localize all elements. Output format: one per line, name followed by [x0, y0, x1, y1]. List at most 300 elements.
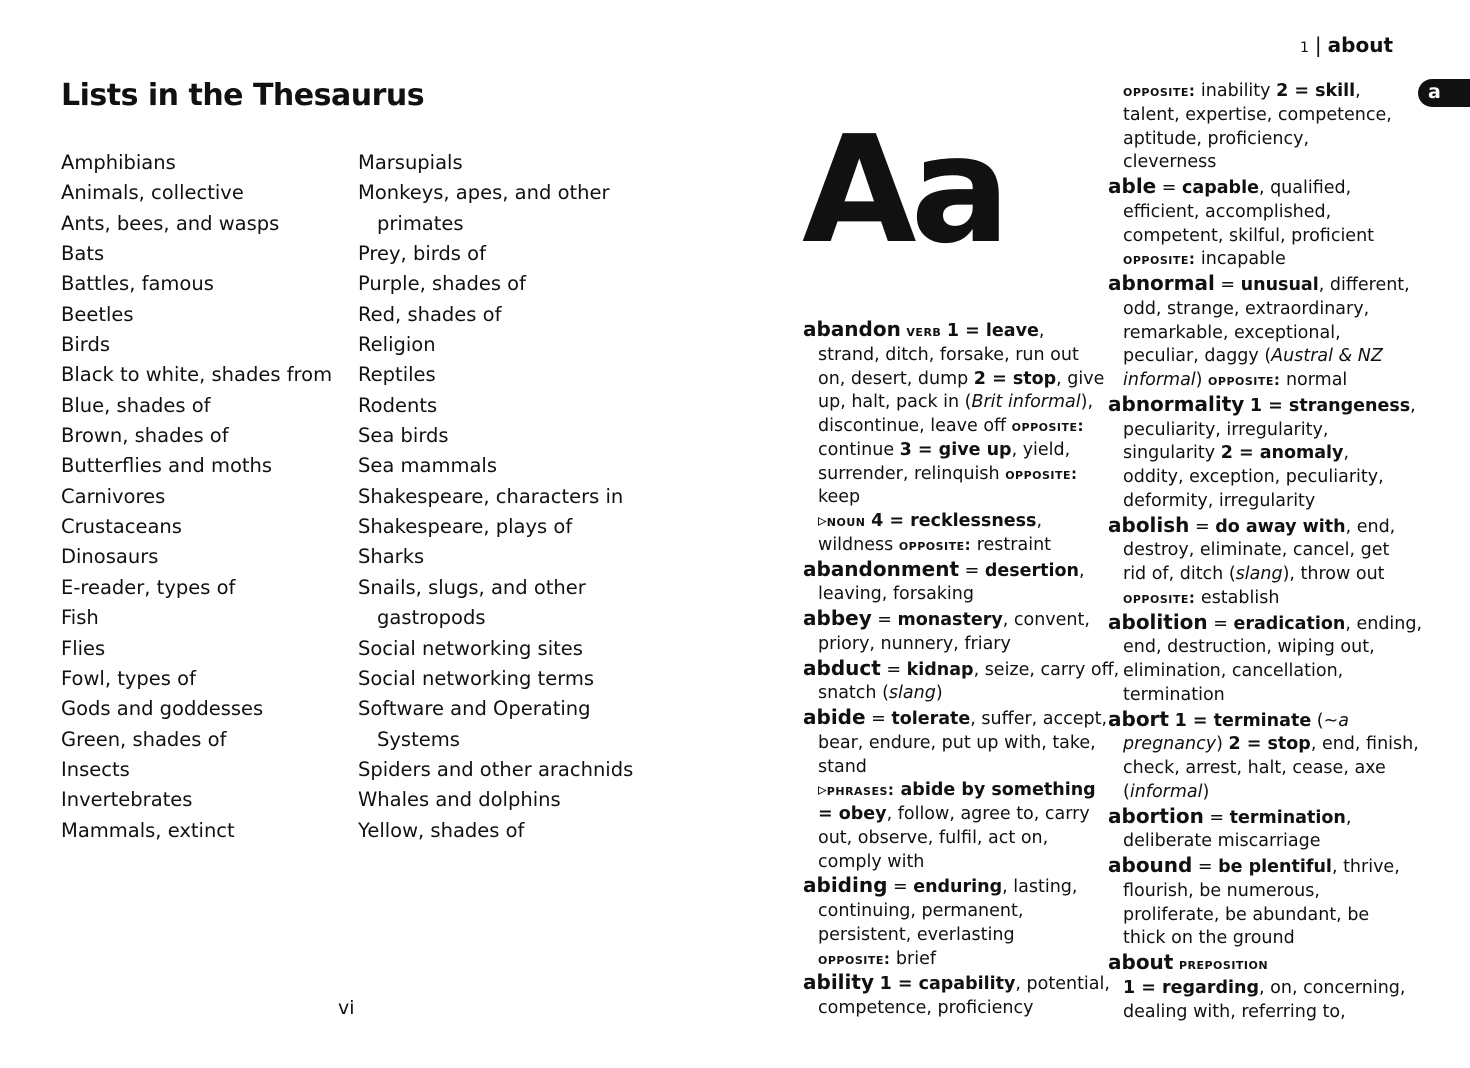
entry-text: ,	[1345, 807, 1352, 828]
list-item-label: Black to white, shades from	[61, 363, 333, 387]
entry-text: , end, finish,	[1310, 734, 1419, 755]
list-item	[61, 573, 332, 603]
entry-text: , potential,	[1015, 974, 1110, 995]
entry-line	[803, 924, 1099, 948]
grammar-label: opposite:	[1011, 417, 1085, 435]
entry-line	[1108, 104, 1408, 128]
entry-text: continuing, permanent,	[818, 901, 1024, 921]
key-synonym: 2 = stop	[973, 368, 1057, 389]
entry-text: cleverness	[1123, 152, 1217, 173]
key-synonym: 1 = leave	[946, 321, 1039, 341]
key-synonym: 1 = strangeness	[1249, 395, 1411, 416]
list-item	[358, 391, 633, 421]
entry-line	[803, 510, 1099, 534]
list-item-label: Snails, slugs, and other	[358, 575, 586, 599]
list-item	[61, 360, 332, 390]
list-item	[358, 451, 633, 481]
entry-text: incapable	[1195, 249, 1286, 270]
entry-text: , different,	[1318, 275, 1410, 295]
entry-text: end, destruction, wiping out,	[1123, 637, 1375, 658]
list-item	[61, 725, 332, 755]
list-item-label: Marsupials	[358, 151, 463, 174]
entry-text: ), throw out	[1282, 564, 1385, 584]
entry-line	[1108, 587, 1408, 611]
list-item-label: Social networking sites	[358, 636, 583, 660]
entry-line	[1108, 201, 1408, 225]
entry-line	[803, 368, 1105, 392]
entry-text: competence, proficiency	[818, 998, 1034, 1018]
entry-text: proliferate, be abundant, be	[1123, 904, 1370, 925]
list-item-label: Purple, shades of	[358, 272, 526, 296]
entry-line	[803, 655, 1120, 683]
entry-line	[1108, 830, 1408, 854]
entry-text: ,	[1355, 81, 1361, 101]
entry-text: normal	[1280, 370, 1348, 390]
headword: abduct	[803, 655, 881, 680]
entry-text: , qualified,	[1258, 178, 1352, 198]
dictionary-column-1	[803, 317, 1120, 1021]
entry-line	[1108, 80, 1408, 104]
entry-line	[1108, 490, 1408, 514]
usage-label: pregnancy	[1123, 734, 1217, 755]
entry-line	[803, 997, 1099, 1021]
key-synonym: ▹	[818, 780, 827, 801]
key-synonym: 2 = stop	[1228, 734, 1311, 755]
entry-text: competent, skilful, proficient	[1123, 225, 1375, 246]
entry-text: =	[871, 610, 898, 630]
thumb-index-tab: a	[1418, 79, 1470, 107]
key-synonym: 2 = anomaly	[1220, 443, 1344, 464]
entry-text: oddity, exception, peculiarity,	[1123, 467, 1384, 487]
list-item	[61, 330, 332, 360]
entry-text: peculiarity, irregularity,	[1123, 419, 1329, 440]
list-item	[358, 816, 633, 846]
usage-label: informal	[1123, 370, 1196, 390]
key-synonym: 1 = regarding	[1123, 977, 1260, 998]
headword: abort	[1108, 706, 1169, 731]
entry-text: inability	[1195, 81, 1277, 101]
entry-text: rid of, ditch (	[1123, 564, 1236, 584]
entry-line	[803, 732, 1099, 756]
list-item	[61, 239, 332, 269]
entry-text: ,	[1343, 443, 1350, 464]
entry-line	[803, 827, 1099, 851]
headword: abandon	[803, 317, 901, 341]
entry-line	[803, 803, 1099, 827]
entry-text: ),	[1080, 392, 1094, 413]
list-item-label: Mammals, extinct	[61, 818, 235, 842]
list-item-label: Social networking terms	[358, 666, 595, 690]
entry-text: deformity, irregularity	[1123, 490, 1316, 511]
entry-line	[803, 756, 1099, 780]
entry-text: , suffer, accept,	[970, 709, 1108, 729]
entry-text: , ending,	[1345, 613, 1423, 634]
headword: about	[1108, 950, 1174, 974]
entry-line	[803, 344, 1099, 368]
list-item	[358, 269, 633, 299]
list-item	[61, 451, 332, 481]
entry-text: , seize, carry off,	[973, 659, 1120, 680]
key-synonym: 4 = recklessness	[871, 511, 1037, 531]
grammar-label: phrases:	[826, 781, 895, 800]
entry-text: , end,	[1345, 516, 1396, 537]
list-item-label: Fowl, types of	[61, 666, 196, 690]
list-item	[61, 178, 332, 208]
list-item	[358, 360, 633, 390]
entry-line	[1108, 708, 1408, 734]
list-item	[358, 694, 633, 755]
headword: able	[1108, 174, 1157, 198]
key-synonym: monastery	[897, 610, 1003, 630]
key-synonym: ▹	[818, 511, 827, 531]
entry-text: , on, concerning,	[1259, 977, 1406, 998]
entry-text: bear, endure, put up with, take,	[818, 732, 1096, 753]
entry-text: elimination, cancellation,	[1123, 661, 1344, 681]
entry-text: =	[1192, 857, 1219, 877]
entry-text: destroy, eliminate, cancel, get	[1123, 540, 1390, 561]
entry-text: ,	[1410, 395, 1416, 416]
list-item	[358, 300, 633, 330]
entry-line	[1108, 442, 1408, 466]
entry-line	[1108, 757, 1408, 781]
headword: abortion	[1108, 803, 1204, 828]
list-item-label: Rodents	[358, 393, 438, 417]
entry-text: , convent,	[1002, 610, 1090, 630]
entry-line	[1108, 880, 1408, 904]
grammar-label: opposite:	[898, 535, 972, 554]
list-item-label: Fish	[61, 606, 99, 630]
entry-text: persistent, everlasting	[818, 924, 1015, 945]
key-synonym: termination	[1229, 807, 1346, 828]
entry-text: comply with	[818, 851, 925, 872]
entry-line	[1108, 272, 1408, 298]
entry-line	[1108, 854, 1408, 880]
list-item	[358, 785, 633, 815]
entry-line	[1108, 151, 1408, 175]
list-item	[358, 178, 633, 239]
list-item	[61, 785, 332, 815]
list-item	[358, 664, 633, 694]
entry-line	[1108, 248, 1408, 272]
headword: abolition	[1108, 609, 1208, 634]
entry-text: surrender, relinquish	[818, 463, 1006, 484]
entry-line	[1108, 539, 1408, 563]
list-item-label: Amphibians	[61, 151, 176, 174]
entry-line	[1108, 175, 1408, 201]
entry-text: )	[1202, 781, 1210, 802]
list-item	[358, 330, 633, 360]
list-item-label: Flies	[61, 636, 106, 660]
grammar-label: opposite:	[1005, 464, 1078, 483]
entry-line	[803, 415, 1099, 439]
lists-column-1	[61, 148, 332, 846]
usage-label: slang	[1235, 564, 1283, 584]
key-synonym: unusual	[1240, 275, 1319, 295]
usage-label: informal	[1129, 781, 1203, 802]
entry-line	[803, 534, 1099, 558]
entry-text: keep	[818, 487, 861, 508]
entry-text: dealing with, referring to,	[1123, 1001, 1346, 1022]
entry-text: )	[1216, 734, 1229, 755]
list-item-label: Red, shades of	[358, 302, 502, 326]
headword: abound	[1108, 853, 1193, 877]
list-item-label: Beetles	[61, 302, 134, 326]
usage-label: Austral & NZ	[1271, 346, 1383, 367]
grammar-label: preposition	[1178, 955, 1269, 973]
list-item	[358, 542, 633, 572]
entry-line	[1108, 609, 1423, 637]
list-item	[61, 512, 332, 542]
entry-text: peculiar, daggy (	[1123, 346, 1272, 367]
entry-line	[1108, 563, 1408, 587]
headword: abnormality	[1108, 391, 1245, 416]
entry-line	[1108, 322, 1408, 346]
entry-line	[803, 463, 1099, 487]
key-synonym: 1 = terminate	[1174, 710, 1312, 731]
list-item-label: Carnivores	[61, 484, 166, 508]
list-item-label: Insects	[61, 757, 130, 781]
grammar-label: opposite:	[1208, 371, 1281, 389]
entry-text: =	[880, 659, 907, 680]
key-synonym: enduring	[913, 877, 1003, 898]
list-item	[358, 755, 633, 785]
entry-line	[803, 900, 1099, 924]
key-synonym: capable	[1182, 178, 1259, 198]
entry-line	[1108, 225, 1408, 249]
grammar-label: verb	[906, 322, 942, 340]
usage-label: slang	[888, 683, 936, 704]
list-item-label: Dinosaurs	[61, 545, 159, 569]
list-item	[61, 209, 332, 239]
entry-text: , yield,	[1011, 439, 1071, 460]
list-item-label: Birds	[61, 333, 111, 357]
entry-text: on, desert, dump	[818, 368, 974, 389]
entry-text: deliberate miscarriage	[1123, 831, 1321, 852]
entry-text: establish	[1195, 587, 1280, 608]
key-synonym: 1 = capability	[879, 974, 1016, 995]
list-item-label: Spiders and other arachnids	[358, 757, 634, 781]
entry-line	[1108, 369, 1408, 393]
entry-text: =	[1214, 275, 1241, 295]
list-item	[358, 421, 633, 451]
grammar-label: opposite:	[1123, 82, 1196, 100]
list-item	[61, 755, 332, 785]
key-synonym: do away with	[1215, 516, 1346, 537]
list-item-label: Green, shades of	[61, 727, 227, 751]
entry-line	[1108, 733, 1419, 757]
entry-text: snatch (	[818, 683, 889, 704]
list-item-label: Shakespeare, characters in	[358, 484, 624, 508]
list-item-continuation: Systems	[377, 727, 460, 751]
running-head-separator: |	[1314, 33, 1322, 57]
entry-line	[803, 607, 1099, 633]
entry-text: wildness	[818, 534, 899, 555]
entry-line	[803, 391, 1099, 415]
entry-text: flourish, be numerous,	[1123, 880, 1320, 901]
list-item-label: Reptiles	[358, 363, 436, 387]
entry-text: restraint	[971, 534, 1052, 555]
entry-text: singularity	[1123, 443, 1221, 464]
headword: ability	[803, 970, 874, 995]
entry-line	[803, 682, 1099, 706]
list-item	[61, 603, 332, 633]
list-item	[358, 239, 633, 269]
entry-line	[1108, 298, 1408, 322]
entry-text: talent, expertise, competence,	[1123, 104, 1392, 125]
list-item-label: Shakespeare, plays of	[358, 515, 573, 539]
entry-line	[1108, 514, 1408, 540]
entry-text: (	[1311, 710, 1324, 731]
right-page-number: 1	[1300, 40, 1309, 56]
key-synonym: kidnap	[906, 659, 974, 680]
entry-text: check, arrest, halt, cease, axe	[1123, 758, 1386, 778]
headword: abbey	[803, 606, 872, 630]
headword: abolish	[1108, 512, 1190, 537]
entry-line	[1108, 781, 1408, 805]
entry-line	[1108, 345, 1408, 369]
list-item-label: Religion	[358, 333, 436, 357]
entry-text: strand, ditch, forsake, run out	[818, 344, 1079, 365]
entry-text: )	[935, 683, 943, 704]
entry-line	[803, 948, 1099, 972]
key-synonym: abide by something	[894, 780, 1096, 801]
list-item-label: Sea mammals	[358, 454, 497, 478]
headword: abiding	[803, 873, 888, 898]
entry-text: )	[1195, 370, 1209, 390]
key-synonym: eradication	[1233, 613, 1346, 634]
list-item-label: Sea birds	[358, 424, 449, 448]
entry-text: =	[1203, 807, 1230, 828]
list-item	[61, 391, 332, 421]
entry-text: discontinue, leave off	[818, 416, 1012, 436]
list-item-label: Butterflies and moths	[61, 454, 273, 478]
entry-text: , lasting,	[1002, 877, 1078, 898]
entry-line	[803, 970, 1110, 997]
entry-text: out, observe, fulfil, act on,	[818, 827, 1049, 848]
grammar-label: noun	[826, 512, 866, 530]
entry-text: aptitude, proficiency,	[1123, 128, 1310, 149]
entry-text: =	[1156, 178, 1183, 198]
entry-text: =	[865, 709, 892, 729]
key-synonym: desertion	[984, 560, 1080, 581]
entry-line	[803, 318, 1099, 344]
entry-line	[1108, 1001, 1408, 1025]
usage-label: ~a	[1323, 710, 1349, 731]
entry-text: =	[887, 877, 914, 898]
entry-text: termination	[1123, 684, 1225, 705]
running-headword: about	[1327, 33, 1394, 57]
entry-text: thick on the ground	[1123, 928, 1295, 949]
entry-line	[1108, 128, 1408, 152]
list-item-label: Battles, famous	[61, 272, 214, 296]
key-synonym: 2 = skill	[1276, 81, 1356, 101]
list-item	[61, 421, 332, 451]
list-item	[61, 694, 332, 724]
entry-text: =	[1207, 613, 1234, 634]
key-synonym: = obey	[818, 804, 887, 824]
list-item-label: Yellow, shades of	[358, 818, 525, 842]
entry-line	[803, 439, 1099, 463]
key-synonym: 3 = give up	[899, 439, 1012, 460]
entry-line	[803, 779, 1099, 803]
list-item	[358, 512, 633, 542]
list-item	[358, 573, 633, 634]
entry-text: up, halt, pack in (	[818, 392, 972, 413]
list-item-label: Ants, bees, and wasps	[61, 211, 280, 235]
entry-text: ,	[1036, 511, 1043, 531]
list-item	[61, 269, 332, 299]
headword: abnormal	[1108, 271, 1215, 295]
list-item-label: Animals, collective	[61, 181, 244, 205]
list-item-label: E-reader, types of	[61, 575, 236, 599]
key-synonym: tolerate	[891, 709, 971, 729]
section-letter: Aa	[802, 104, 1005, 276]
list-item-label: Invertebrates	[61, 788, 193, 812]
list-item	[61, 542, 332, 572]
entry-text: leaving, forsaking	[818, 584, 974, 605]
list-item	[358, 148, 633, 178]
entry-line	[1108, 660, 1408, 684]
list-item	[61, 816, 332, 846]
list-item-label: Software and Operating	[358, 697, 591, 721]
list-item-label: Gods and goddesses	[61, 697, 264, 721]
entry-line	[803, 633, 1099, 657]
entry-line	[1108, 927, 1408, 951]
list-item-label: Bats	[61, 242, 105, 266]
entry-line	[803, 705, 1108, 732]
page-title: Lists in the Thesaurus	[61, 78, 425, 113]
usage-label: Brit informal	[971, 392, 1081, 413]
list-item-label: Whales and dolphins	[358, 788, 561, 812]
grammar-label: opposite:	[1123, 250, 1196, 269]
entry-line	[1108, 419, 1408, 443]
list-item-label: Sharks	[358, 545, 425, 569]
entry-line	[1108, 904, 1408, 928]
list-item	[61, 664, 332, 694]
list-item-continuation: primates	[377, 211, 464, 235]
entry-text: stand	[818, 756, 867, 777]
list-item-label: Monkeys, apes, and other	[358, 181, 610, 205]
list-item-label: Brown, shades of	[61, 424, 229, 448]
headword: abandonment	[803, 556, 960, 581]
entry-text: brief	[890, 948, 937, 969]
entry-text: ,	[1038, 321, 1045, 341]
entry-line	[803, 583, 1099, 607]
entry-text: ,	[1079, 560, 1085, 581]
grammar-label: opposite:	[818, 949, 891, 968]
left-page-number: vi	[338, 997, 355, 1019]
entry-text: , give	[1056, 368, 1105, 389]
entry-line	[803, 874, 1099, 900]
entry-line	[803, 851, 1099, 875]
entry-line	[1108, 466, 1408, 490]
list-item-continuation: gastropods	[377, 606, 486, 630]
entry-line	[1108, 391, 1416, 419]
list-item	[61, 634, 332, 664]
entry-line	[1108, 805, 1408, 831]
entry-line	[1108, 684, 1408, 708]
list-item	[358, 634, 633, 664]
entry-text: =	[1189, 516, 1216, 537]
list-item	[61, 300, 332, 330]
entry-line	[1108, 636, 1408, 660]
grammar-label: opposite:	[1123, 588, 1196, 607]
entry-text: , follow, agree to, carry	[886, 804, 1090, 824]
entry-text: priory, nunnery, friary	[818, 633, 1011, 654]
entry-text: =	[959, 560, 985, 581]
entry-line	[803, 486, 1099, 510]
list-item-label: Crustaceans	[61, 515, 182, 539]
